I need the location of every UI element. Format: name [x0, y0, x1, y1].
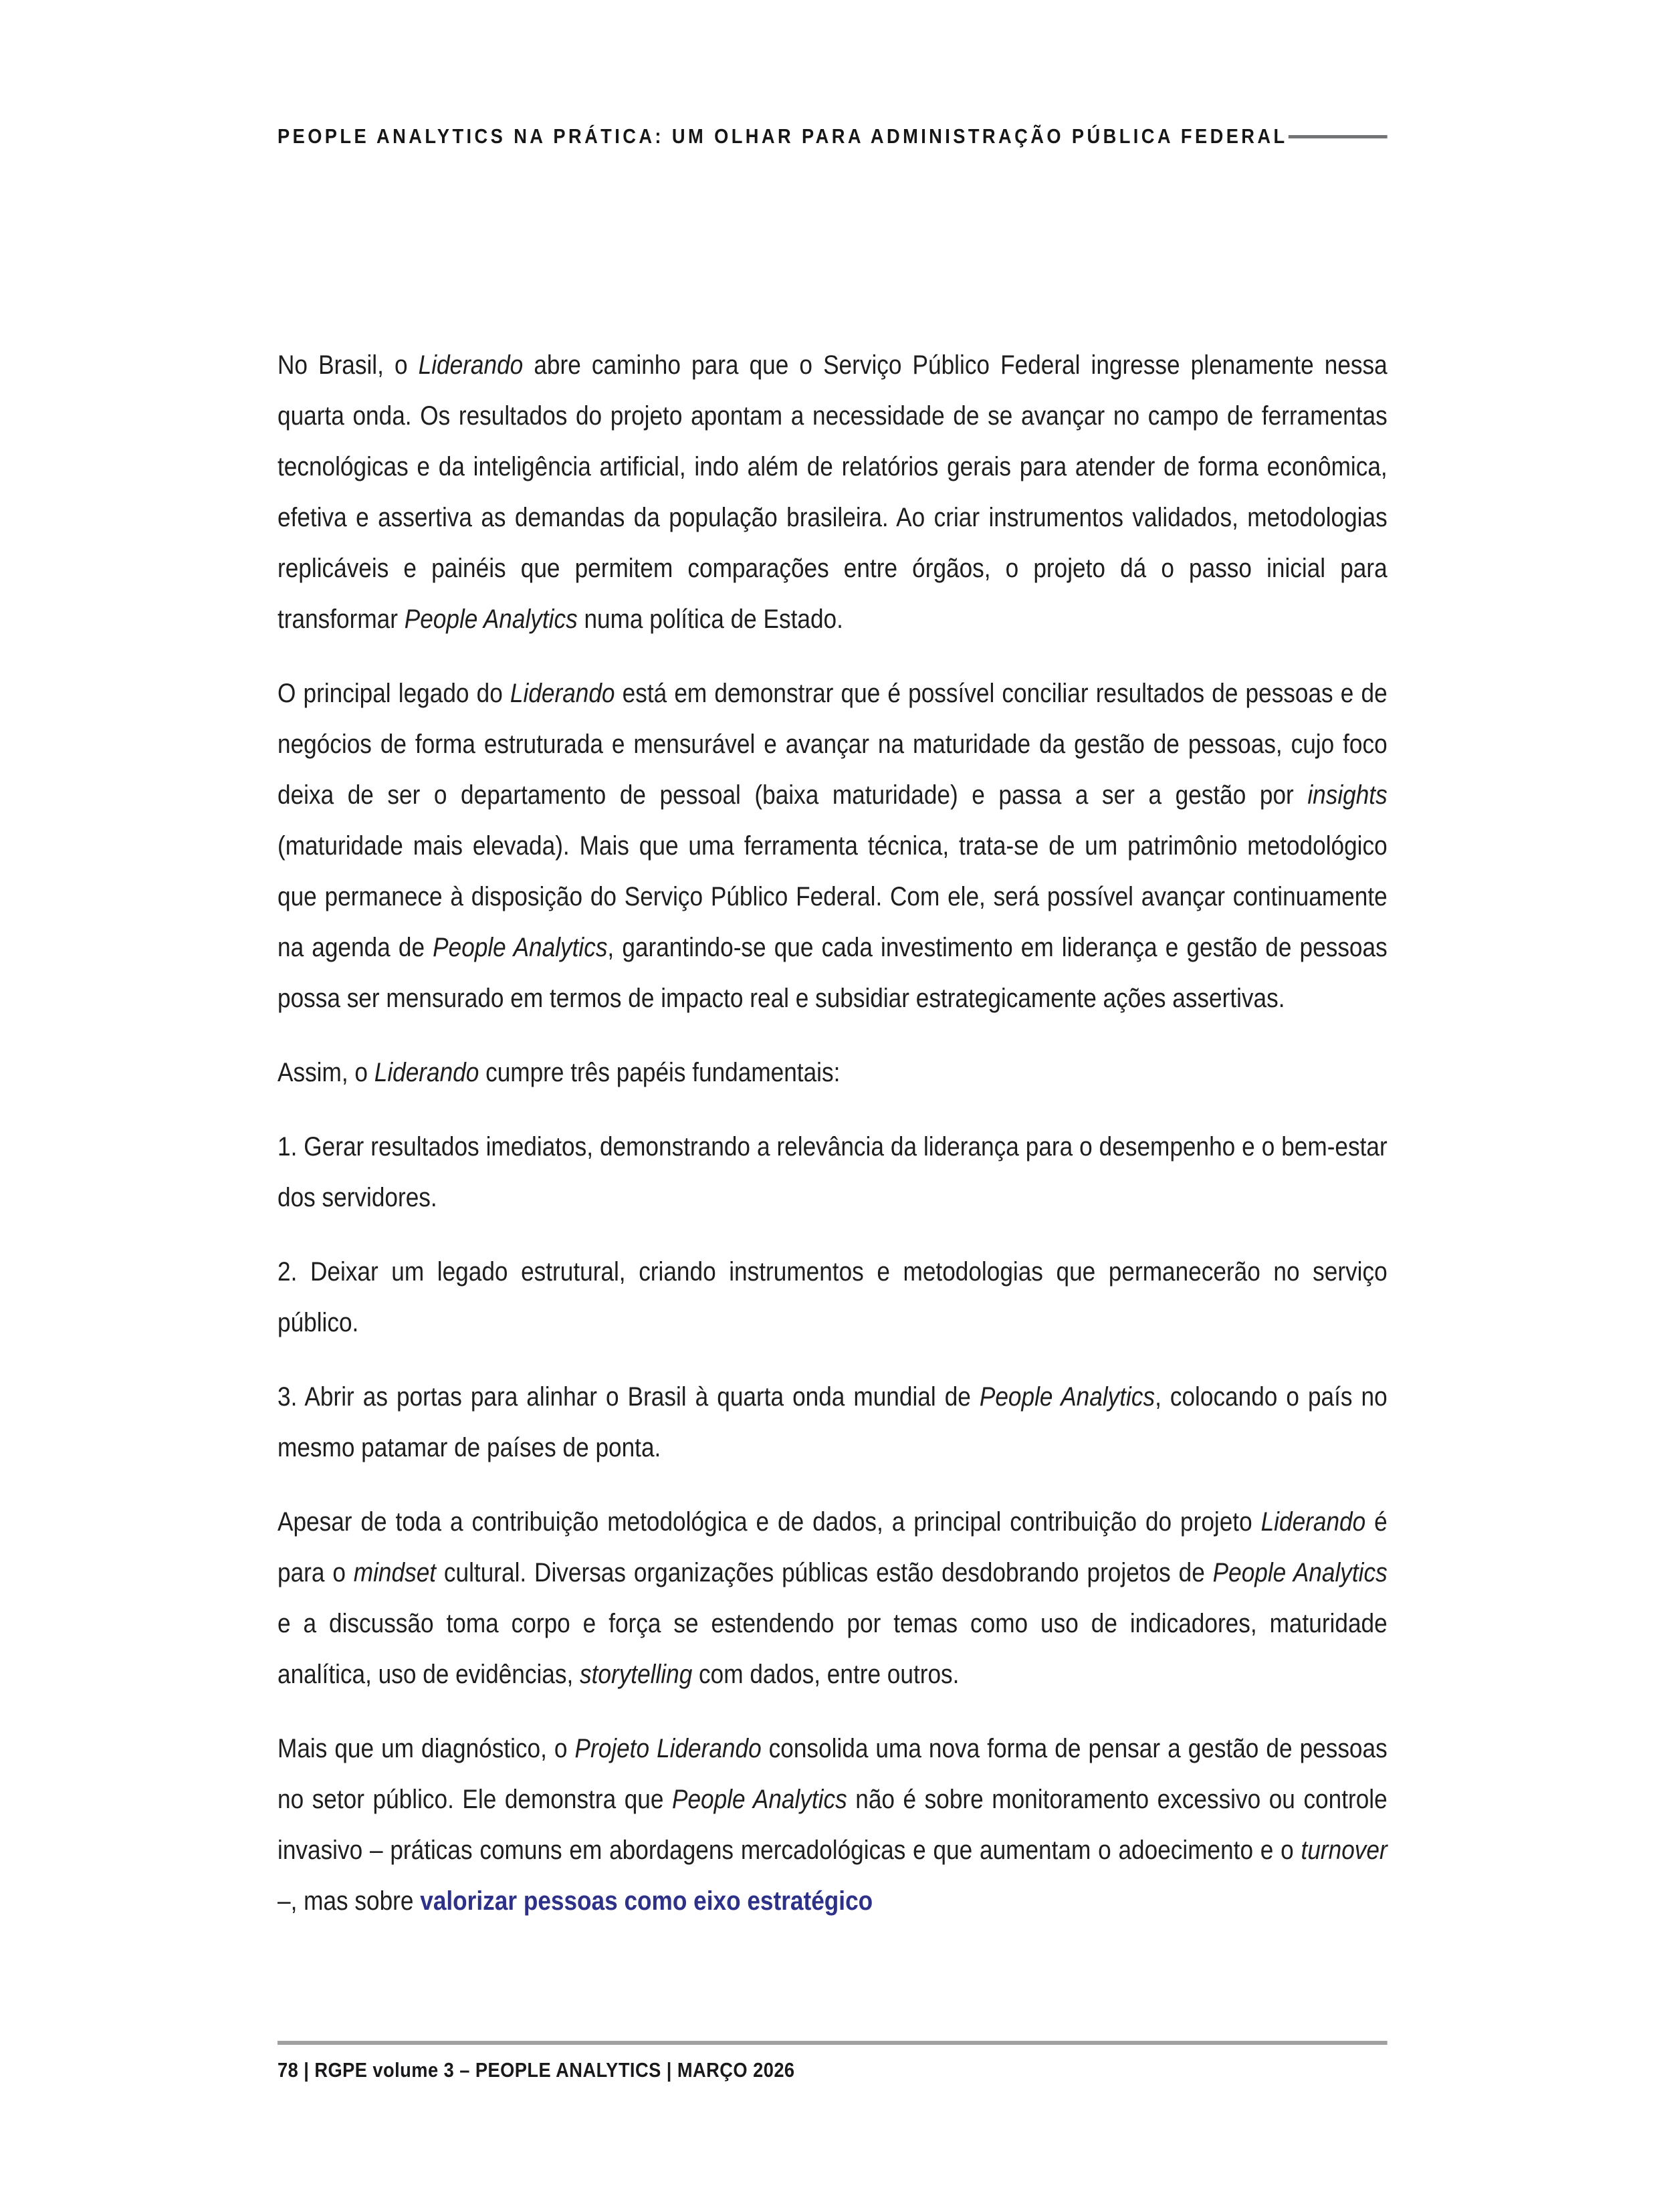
- italic-text: Projeto Liderando: [574, 1734, 762, 1763]
- text-run: , colocando o país no mesmo patamar de países de ponta.: [278, 1382, 1388, 1462]
- text-run: 3. Abrir as portas para alinhar o Brasil à quarta onda mundial de: [278, 1382, 980, 1412]
- paragraph: [278, 1497, 1388, 1700]
- text-run: está em demonstrar que é possível conciliar resultados de pessoas e de negócios de forma estruturada e mensurável e avançar na maturidade da gestão de pessoas, cujo foco deixa de ser o departamento de pessoal (baixa maturidade) e passa a ser a gestão por: [278, 679, 1388, 810]
- page-content: [278, 0, 1388, 2212]
- text-run: Mais que um diagnóstico, o: [278, 1734, 575, 1763]
- text-run: abre caminho para que o Serviço Público Federal ingresse plenamente nessa quarta onda. Os resultados do projeto apontam a necessidade de se avançar no campo de ferramentas tecnológicas e da inteligência artificial, indo além de relatórios gerais para atender de forma econômica, efetiva e assertiva as demandas da população brasileira. Ao criar instrumentos validados, metodologias replicáveis e painéis que permitem comparações entre órgãos, o projeto dá o passo inicial para transformar: [278, 350, 1388, 634]
- italic-text: storytelling: [580, 1660, 693, 1689]
- paragraph: [278, 1047, 1388, 1098]
- header-rule: [1289, 135, 1388, 138]
- text-run: (maturidade mais elevada). Mais que uma ferramenta técnica, trata-se de um patrimônio metodológico que permanece à disposição do Serviço Público Federal. Com ele, será possível avançar continuamente na agenda de: [278, 831, 1388, 962]
- italic-text: Liderando: [418, 350, 524, 380]
- accent-bold-text: valorizar pessoas como eixo estratégico: [420, 1886, 873, 1916]
- text-run: numa política de Estado.: [577, 604, 843, 634]
- page-footer: [278, 2041, 1388, 2084]
- text-run: 2. Deixar um legado estrutural, criando instrumentos e metodologias que permanecerão no serviço público.: [278, 1257, 1388, 1337]
- text-run: –, mas sobre: [278, 1886, 421, 1916]
- text-run: consolida uma nova forma de pensar a gestão de pessoas no setor público. Ele demonstra que: [278, 1734, 1388, 1814]
- text-run: 1. Gerar resultados imediatos, demonstrando a relevância da liderança para o desempenho e o bem-estar dos servidores.: [278, 1132, 1388, 1212]
- text-run: O principal legado do: [278, 679, 510, 708]
- page-header: [278, 0, 1388, 151]
- italic-text: Liderando: [1260, 1507, 1366, 1537]
- text-run: , garantindo-se que cada investimento em liderança e gestão de pessoas possa ser mensurado em termos de impacto real e subsidiar estrategicamente ações assertivas.: [278, 933, 1388, 1013]
- running-header-title: PEOPLE ANALYTICS NA PRÁTICA: UM OLHAR PARA ADMINISTRAÇÃO PÚBLICA FEDERAL: [278, 124, 1288, 148]
- italic-text: People Analytics: [671, 1785, 847, 1814]
- paragraph: [278, 1121, 1388, 1223]
- italic-text: People Analytics: [404, 604, 578, 634]
- text-run: cumpre três papéis fundamentais:: [479, 1058, 841, 1087]
- text-run: e a discussão toma corpo e força se estendendo por temas como uso de indicadores, maturidade analítica, uso de evidências,: [278, 1609, 1388, 1689]
- text-run: é para o: [278, 1507, 1388, 1587]
- italic-text: People Analytics: [979, 1382, 1155, 1412]
- italic-text: Liderando: [374, 1058, 479, 1087]
- footer-text: 78 | RGPE volume 3 – PEOPLE ANALYTICS | MARÇO 2026: [278, 2058, 795, 2082]
- paragraph: [278, 1371, 1388, 1473]
- footer-rule: [278, 2041, 1388, 2045]
- italic-text: turnover: [1301, 1836, 1388, 1865]
- italic-text: Liderando: [510, 679, 615, 708]
- paragraph: [278, 340, 1388, 645]
- text-run: não é sobre monitoramento excessivo ou controle invasivo – práticas comuns em abordagens mercadológicas e que aumentam o adoecimento e o: [278, 1785, 1388, 1865]
- text-run: cultural. Diversas organizações públicas estão desdobrando projetos de: [436, 1558, 1213, 1587]
- italic-text: mindset: [353, 1558, 437, 1587]
- text-run: com dados, entre outros.: [692, 1660, 960, 1689]
- text-run: No Brasil, o: [278, 350, 419, 380]
- text-run: Apesar de toda a contribuição metodológica e de dados, a principal contribuição do projeto: [278, 1507, 1261, 1537]
- italic-text: insights: [1307, 780, 1388, 810]
- text-run: Assim, o: [278, 1058, 374, 1087]
- paragraph: [278, 1723, 1388, 1926]
- body-paragraphs: [278, 340, 1388, 1926]
- paragraph: [278, 668, 1388, 1024]
- paragraph: [278, 1246, 1388, 1348]
- italic-text: People Analytics: [1212, 1558, 1388, 1587]
- italic-text: People Analytics: [433, 933, 608, 962]
